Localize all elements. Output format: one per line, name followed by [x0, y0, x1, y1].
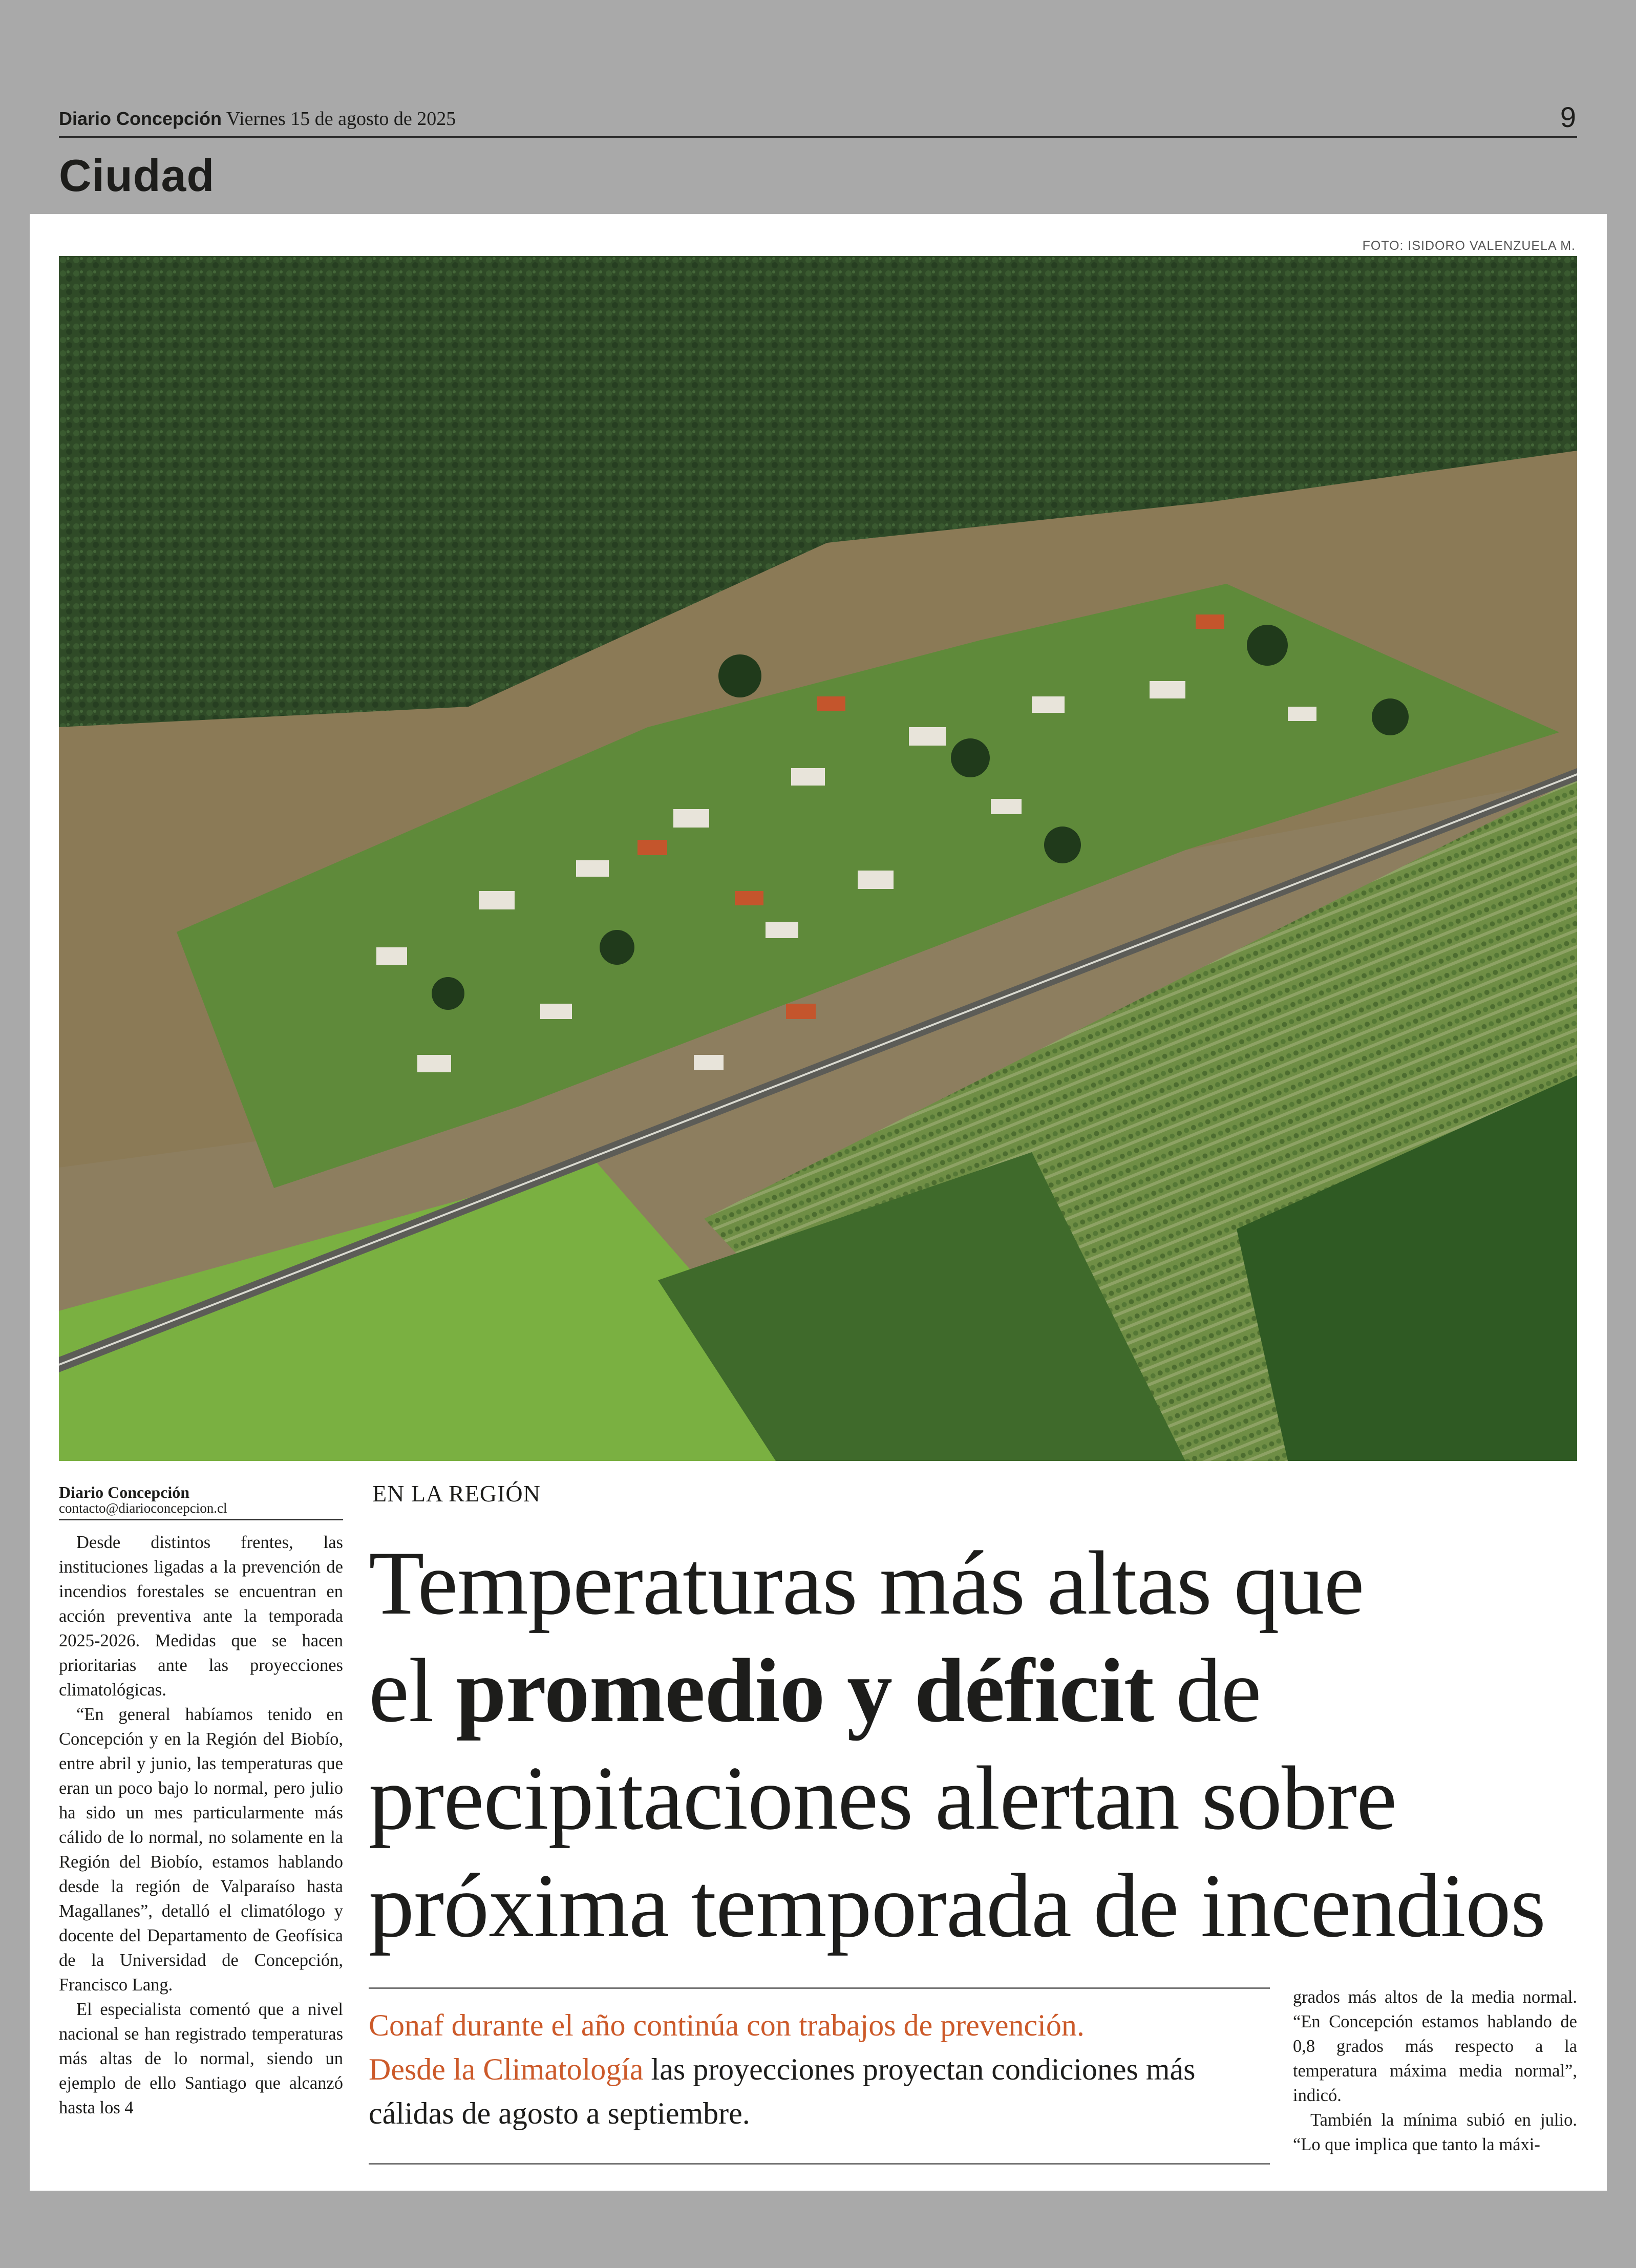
- paragraph: Desde distintos frentes, las instituciones ligadas a la prevención de incendios forestales se encuentran en acción preventiva ante la temporada 2025-2026. Medidas que se hacen prioritarias ante las proyecciones climatológicas.: [59, 1533, 343, 1700]
- publication-dateline: [59, 108, 456, 130]
- headline: [369, 1529, 1587, 1959]
- author-name: Diario Concepción: [59, 1483, 190, 1501]
- paragraph: También la mínima subió en julio. “Lo que implica que tanto la máxi-: [1293, 2110, 1577, 2154]
- body-column-1: [59, 1530, 343, 2160]
- summary-accent-1: Conaf durante el año continúa con trabajos de prevención.: [369, 2008, 1085, 2042]
- paragraph: El especialista comentó que a nivel nacional se han registrado temperaturas más altas de lo normal, siendo un ejemplo de ello Santiago que alcanzó hasta los 4: [59, 2000, 343, 2117]
- aerial-photo: [59, 256, 1577, 1461]
- summary-text: las proyecciones proyectan condiciones más cálidas de agosto a septiembre.: [369, 2052, 1196, 2130]
- headline-emphasis: promedio y déficit: [455, 1640, 1154, 1741]
- paragraph: “En general habíamos tenido en Concepción y en la Región del Biobío, entre abril y junio, las temperaturas que eran un poco bajo lo normal, pero julio ha sido un mes particularmente más cálido de lo normal, no solamente en la Región del Biobío, estamos hablando desde la región de Valparaíso hasta Magallanes”, detalló el climatólogo y docente del Departamento de Geofísica de la Universidad de Concepción, Francisco Lang.: [59, 1705, 343, 1995]
- body-column-3: [1293, 1985, 1577, 2160]
- kicker: EN LA REGIÓN: [372, 1480, 541, 1507]
- headline-line-2-start: el: [369, 1640, 456, 1741]
- headline-line-1: Temperaturas más altas que: [369, 1532, 1364, 1634]
- summary-accent-2: Desde la Climatología: [369, 2052, 644, 2086]
- summary-deck: [369, 2003, 1270, 2135]
- paragraph: grados más altos de la media normal. “En Concepción estamos hablando de 0,8 grados más respecto a la temperatura máxima media normal”, indicó.: [1293, 1987, 1577, 2105]
- summary-top-rule: [369, 1987, 1270, 1989]
- headline-line-2: [369, 1637, 1587, 1744]
- issue-date: Viernes 15 de agosto de 2025: [226, 108, 456, 130]
- page-number: 9: [1560, 101, 1576, 133]
- byline-divider: [59, 1519, 343, 1520]
- summary-bottom-rule: [369, 2163, 1270, 2165]
- photo-credit: FOTO: ISIDORO VALENZUELA M.: [1362, 239, 1576, 253]
- headline-line-4: próxima temporada de incendios: [369, 1855, 1546, 1956]
- section-title: Ciudad: [59, 150, 215, 201]
- author-email: contacto@diarioconcepcion.cl: [59, 1500, 227, 1516]
- masthead: [59, 100, 1577, 138]
- headline-line-3: precipitaciones alertan sobre: [369, 1747, 1397, 1849]
- headline-line-2-end: de: [1153, 1640, 1261, 1741]
- publication-name: Diario Concepción: [59, 108, 222, 129]
